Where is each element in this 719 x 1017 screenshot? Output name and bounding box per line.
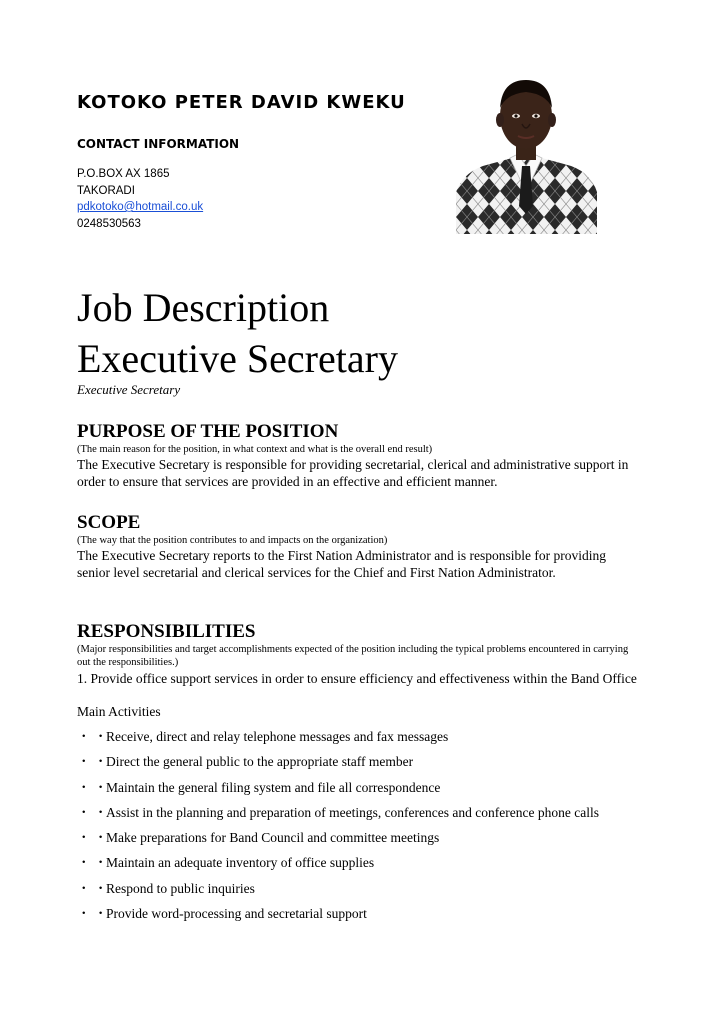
list-item — [77, 851, 599, 876]
bullet-marker: ・ ・ — [77, 880, 108, 896]
email-link[interactable]: pdkotoko@hotmail.co.uk — [77, 201, 204, 213]
activity-text: Provide word-processing and secretarial support — [106, 906, 367, 922]
responsibilities-heading: RESPONSIBILITIES — [77, 621, 256, 642]
contact-heading: CONTACT INFORMATION — [77, 137, 240, 151]
list-item — [77, 826, 599, 851]
position-title: Executive Secretary — [77, 336, 398, 381]
profile-photo — [456, 74, 597, 234]
address-line-1: P.O.BOX AX 1865 — [77, 168, 170, 180]
activity-text: Maintain an adequate inventory of office supplies — [106, 855, 375, 871]
list-item — [77, 877, 599, 902]
scope-text: The Executive Secretary reports to the First Nation Administrator and is responsible for providing senior level secretarial and clerical services for the Chief and First Nation Administrator. — [77, 548, 607, 580]
bullet-marker: ・ ・ — [77, 804, 108, 820]
responsibilities-note: (Major responsibilities and target accomplishments expected of the position including the typical problems encountered in carrying out the responsibilities.) — [77, 644, 629, 668]
activity-text: Direct the general public to the appropriate staff member — [106, 754, 414, 770]
list-item — [77, 801, 599, 826]
list-item — [77, 725, 599, 750]
phone-number: 0248530563 — [77, 217, 141, 230]
activity-text: Receive, direct and relay telephone messages and fax messages — [106, 729, 449, 744]
activity-text: Respond to public inquiries — [106, 880, 255, 896]
main-activities-label: Main Activities — [77, 704, 161, 719]
list-item — [77, 776, 599, 801]
address-line-2: TAKORADI — [77, 184, 135, 197]
bullet-marker: ・ ・ — [77, 855, 108, 871]
bullet-marker: ・ ・ — [77, 906, 108, 922]
scope-heading: SCOPE — [77, 512, 141, 533]
document-title: Job Description — [77, 285, 330, 330]
position-subtitle: Executive Secretary — [77, 382, 181, 397]
activity-text: Make preparations for Band Council and committee meetings — [106, 830, 440, 846]
activity-text: Assist in the planning and preparation of meetings, conferences and conference phone calls — [106, 804, 599, 820]
activities-list — [77, 725, 599, 927]
activity-text: Maintain the general filing system and file all correspondence — [106, 779, 441, 795]
scope-note: (The way that the position contributes to and impacts on the organization) — [77, 535, 388, 546]
list-item — [77, 750, 599, 775]
purpose-heading: PURPOSE OF THE POSITION — [77, 421, 339, 442]
purpose-text: The Executive Secretary is responsible for providing secretarial, clerical and administrative support in order to ensure that services are provided in an effective and efficient manner. — [77, 457, 629, 489]
bullet-marker: ・ ・ — [77, 779, 108, 795]
bullet-marker: ・ ・ — [77, 830, 108, 846]
list-item — [77, 902, 599, 927]
applicant-name: KOTOKO PETER DAVID KWEKU — [77, 92, 406, 113]
contact-block — [77, 166, 203, 232]
bullet-marker: ・ ・ — [77, 754, 108, 770]
bullet-marker: ・ ・ — [77, 729, 108, 744]
responsibility-item-1: 1. Provide office support services in order to ensure efficiency and effectiveness within the Band Office — [77, 671, 637, 686]
purpose-note: (The main reason for the position, in what context and what is the overall end result) — [77, 444, 433, 455]
